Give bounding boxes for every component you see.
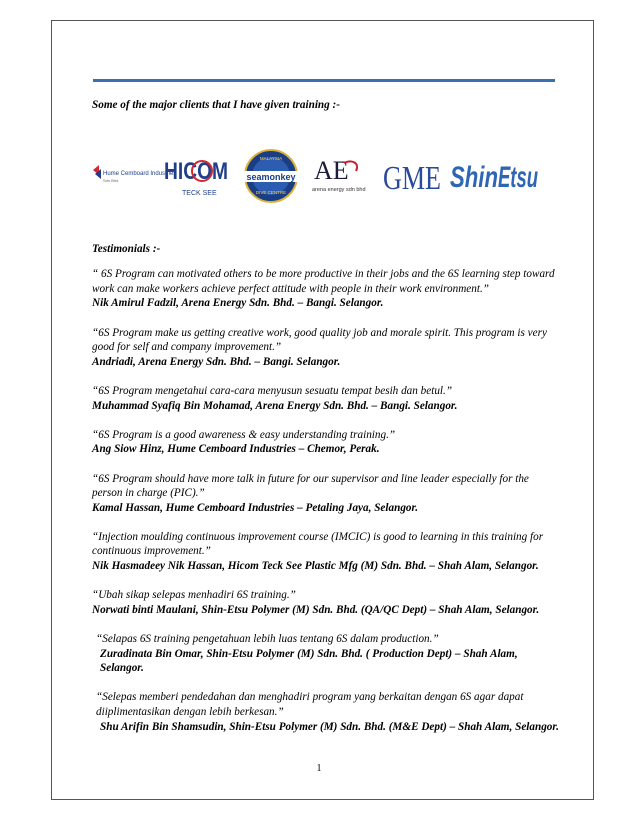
- testimonial-quote: “Selepas memberi pendedahan dan menghadiri program yang berkaitan dengan 6S agar dapat diiplimentasikan dengan lebih berkesan.”: [96, 691, 524, 718]
- testimonial-quote: “Injection moulding continuous improvement course (IMCIC) is good to learning in this training for continuous improvement.”: [92, 530, 544, 558]
- testimonial-item: [92, 472, 562, 516]
- svg-text:Sdn Bhd: Sdn Bhd: [103, 177, 119, 183]
- testimonial-item: [92, 384, 562, 413]
- svg-text:TECK SEE: TECK SEE: [182, 189, 217, 197]
- header-rule: [93, 79, 555, 82]
- svg-text:Shin: Shin: [450, 160, 498, 194]
- shin-etsu-logo: [450, 149, 538, 203]
- testimonial-quote: “6S Program is a good awareness & easy understanding training.”: [92, 428, 396, 441]
- testimonial-item: [92, 530, 562, 574]
- svg-text:Hume Cemboard Industries: Hume Cemboard Industries: [103, 170, 177, 177]
- testimonial-author: Nik Hasmadeey Nik Hassan, Hicom Teck See Plastic Mfg (M) Sdn. Bhd. – Shah Alam, Selangor.: [92, 560, 539, 573]
- testimonial-item: [92, 267, 562, 311]
- testimonial-quote: “6S Program mengetahui cara-cara menyusun sesuatu tempat besih dan betul.”: [92, 384, 453, 397]
- testimonial-author: Kamal Hassan, Hume Cemboard Industries – Petaling Jaya, Selangor.: [92, 501, 419, 514]
- testimonial-quote: “Ubah sikap selepas menhadiri 6S training.”: [92, 589, 296, 602]
- testimonial-item: [92, 690, 562, 734]
- testimonial-author: Nik Amirul Fadzil, Arena Energy Sdn. Bhd. – Bangi. Selangor.: [92, 297, 384, 310]
- testimonial-author: Zuradinata Bin Omar, Shin-Etsu Polymer (M) Sdn. Bhd. ( Production Dept) – Shah Alam, Selangor.: [100, 647, 518, 675]
- testimonial-author: Norwati binti Maulani, Shin-Etsu Polymer (M) Sdn. Bhd. (QA/QC Dept) – Shah Alam, Selangor.: [92, 603, 540, 616]
- testimonial-author: Shu Arifin Bin Shamsudin, Shin-Etsu Polymer (M) Sdn. Bhd. (M&E Dept) – Shah Alam, Selangor.: [100, 720, 559, 733]
- svg-text:Etsu: Etsu: [498, 160, 538, 194]
- testimonial-quote: “Selapas 6S training pengetahuan lebih luas tentang 6S dalam production.”: [96, 633, 439, 646]
- clients-intro: Some of the major clients that I have given training :-: [92, 99, 340, 111]
- svg-text:seamonkey: seamonkey: [246, 171, 296, 182]
- svg-text:MALAYSIA: MALAYSIA: [259, 155, 283, 161]
- testimonials-heading: Testimonials :-: [92, 242, 161, 255]
- gme-logo: [383, 149, 443, 203]
- seamonkey-logo: [238, 149, 304, 203]
- testimonial-item: [92, 428, 562, 457]
- testimonial-author: Andriadi, Arena Energy Sdn. Bhd. – Bangi. Selangor.: [92, 355, 341, 368]
- svg-text:arena energy sdn bhd: arena energy sdn bhd: [312, 186, 366, 193]
- testimonial-item: [92, 588, 562, 617]
- page-number: 1: [316, 763, 322, 774]
- testimonial-item: [92, 326, 562, 370]
- testimonial-author: Muhammad Syafiq Bin Mohamad, Arena Energy Sdn. Bhd. – Bangi. Selangor.: [92, 399, 458, 412]
- testimonial-quote: “ 6S Program can motivated others to be more productive in their jobs and the 6S learning step toward work can make workers achieve perfect attitude with people in their work environment.”: [92, 268, 555, 295]
- document-body: [92, 98, 562, 749]
- svg-text:AE: AE: [314, 155, 349, 185]
- svg-text:HICOM: HICOM: [164, 157, 228, 185]
- svg-text:GME: GME: [383, 159, 441, 197]
- hicom-teck-see-logo: [162, 149, 230, 203]
- testimonial-item: [92, 632, 562, 676]
- testimonial-author: Ang Siow Hinz, Hume Cemboard Industries – Chemor, Perak.: [92, 443, 380, 456]
- client-logos: [92, 149, 562, 209]
- hume-cemboard-logo: [91, 149, 177, 203]
- testimonial-quote: “6S Program should have more talk in future for our supervisor and line leader especially for the person in charge (PIC).”: [92, 472, 529, 500]
- arena-energy-logo: [308, 149, 374, 203]
- testimonial-quote: “6S Program make us getting creative work, good quality job and morale spirit. This program is very good for self and company improvement.”: [92, 326, 547, 354]
- svg-text:DIVE CENTRE: DIVE CENTRE: [255, 189, 287, 195]
